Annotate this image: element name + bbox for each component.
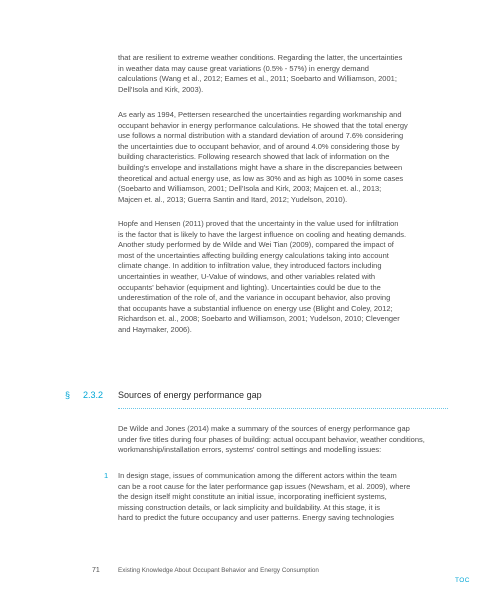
text-line: and Haymaker, 2006). — [118, 324, 192, 334]
text-line: the uncertainties due to occupant behavior, and of around 4.0% considering those by — [118, 141, 400, 151]
text-line: hard to predict the future occupancy and user patterns. Energy saving technologies — [118, 513, 395, 523]
text-line: that occupants have a substantial influence on energy use (Blight and Coley, 2012; — [118, 303, 393, 313]
text-line: (Soebarto and Williamson, 2001; Dell'Isola and Kirk, 2003; Majcen et. al., 2013; — [118, 184, 382, 194]
text-line: use follows a normal distribution with a standard deviation of around 7.6% considering — [118, 131, 404, 141]
section-mark: § — [65, 390, 71, 400]
list-item-number: 1 — [104, 471, 109, 480]
text-line: is the factor that is likely to have the largest influence on cooling and heating demands. — [118, 229, 407, 239]
text-line: can be a root cause for the later performance gap issues (Newsham, et al. 2009), where — [118, 481, 411, 491]
paragraph-intro — [118, 424, 448, 456]
section-divider — [118, 408, 448, 409]
running-footer-title: Existing Knowledge About Occupant Behavior and Energy Consumption — [118, 567, 319, 574]
text-line: most of the uncertainties affecting building energy calculations taking into account — [118, 250, 389, 260]
paragraph-weather-uncertainty — [118, 53, 448, 95]
text-line: under five titles during four phases of building: actual occupant behavior, weather conditions, — [118, 434, 425, 444]
text-line: building's envelope and installations might have a share in the discrepancies between — [118, 162, 403, 172]
text-line: uncertainties in weather, U-Value of windows, and other variables related with — [118, 271, 376, 281]
toc-link[interactable]: TOC — [455, 577, 470, 584]
text-line: As early as 1994, Pettersen researched the uncertainties regarding workmanship and — [118, 110, 402, 119]
text-line: occupant behavior in energy performance calculations. He showed that the total energy — [118, 120, 408, 130]
text-line: Dell'Isola and Kirk, 2003). — [118, 84, 204, 94]
list-item-design-stage — [118, 471, 448, 524]
text-line: Majcen et. al., 2013; Guerra Santin and Itard, 2012; Yudelson, 2010). — [118, 194, 348, 204]
text-line: in weather data may cause great variations (0.5% - 57%) in energy demand — [118, 63, 369, 73]
text-line: Another study performed by de Wilde and Wei Tian (2009), compared the impact of — [118, 240, 394, 250]
text-line: that are resilient to extreme weather conditions. Regarding the latter, the uncertainties — [118, 53, 403, 62]
text-line: building characteristics. Following research showed that lack of information on the — [118, 152, 390, 162]
paragraph-hopfe-hensen — [118, 219, 448, 336]
text-line: workmanship/installation errors, systems' control settings and modelling issues: — [118, 445, 382, 455]
text-line: theoretical and actual energy use, as low as 30% and as high as 100% in some cases — [118, 173, 404, 183]
text-line: climate change. In addition to infiltration value, they introduced factors including — [118, 261, 382, 271]
text-line: missing construction details, or lack simplicity and buildability. At this stage, it is — [118, 502, 381, 512]
page-number: 71 — [92, 567, 100, 574]
text-line: the design itself might constitute an initial issue, incorporating inefficient systems, — [118, 492, 387, 502]
text-line: In design stage, issues of communication among the different actors within the team — [118, 471, 397, 480]
text-line: underestimation of the role of, and the variance in occupant behavior, also proving — [118, 293, 391, 303]
text-line: calculations (Wang et al., 2012; Eames et al., 2011; Soebarto and Williamson, 2001; — [118, 74, 397, 84]
text-line: De Wilde and Jones (2014) make a summary of the sources of energy performance gap — [118, 424, 410, 433]
section-title: Sources of energy performance gap — [118, 390, 262, 400]
text-line: occupants' behavior (equipment and lighting). Uncertainties could be due to the — [118, 282, 381, 292]
section-number: 2.3.2 — [83, 390, 104, 400]
paragraph-pettersen — [118, 110, 448, 205]
text-line: Richardson et. al., 2008; Soebarto and Williamson, 2001; Yudelson, 2010; Clevenger — [118, 314, 400, 324]
section-heading — [65, 389, 455, 403]
text-line: Hopfe and Hensen (2011) proved that the uncertainty in the value used for infiltration — [118, 219, 399, 228]
